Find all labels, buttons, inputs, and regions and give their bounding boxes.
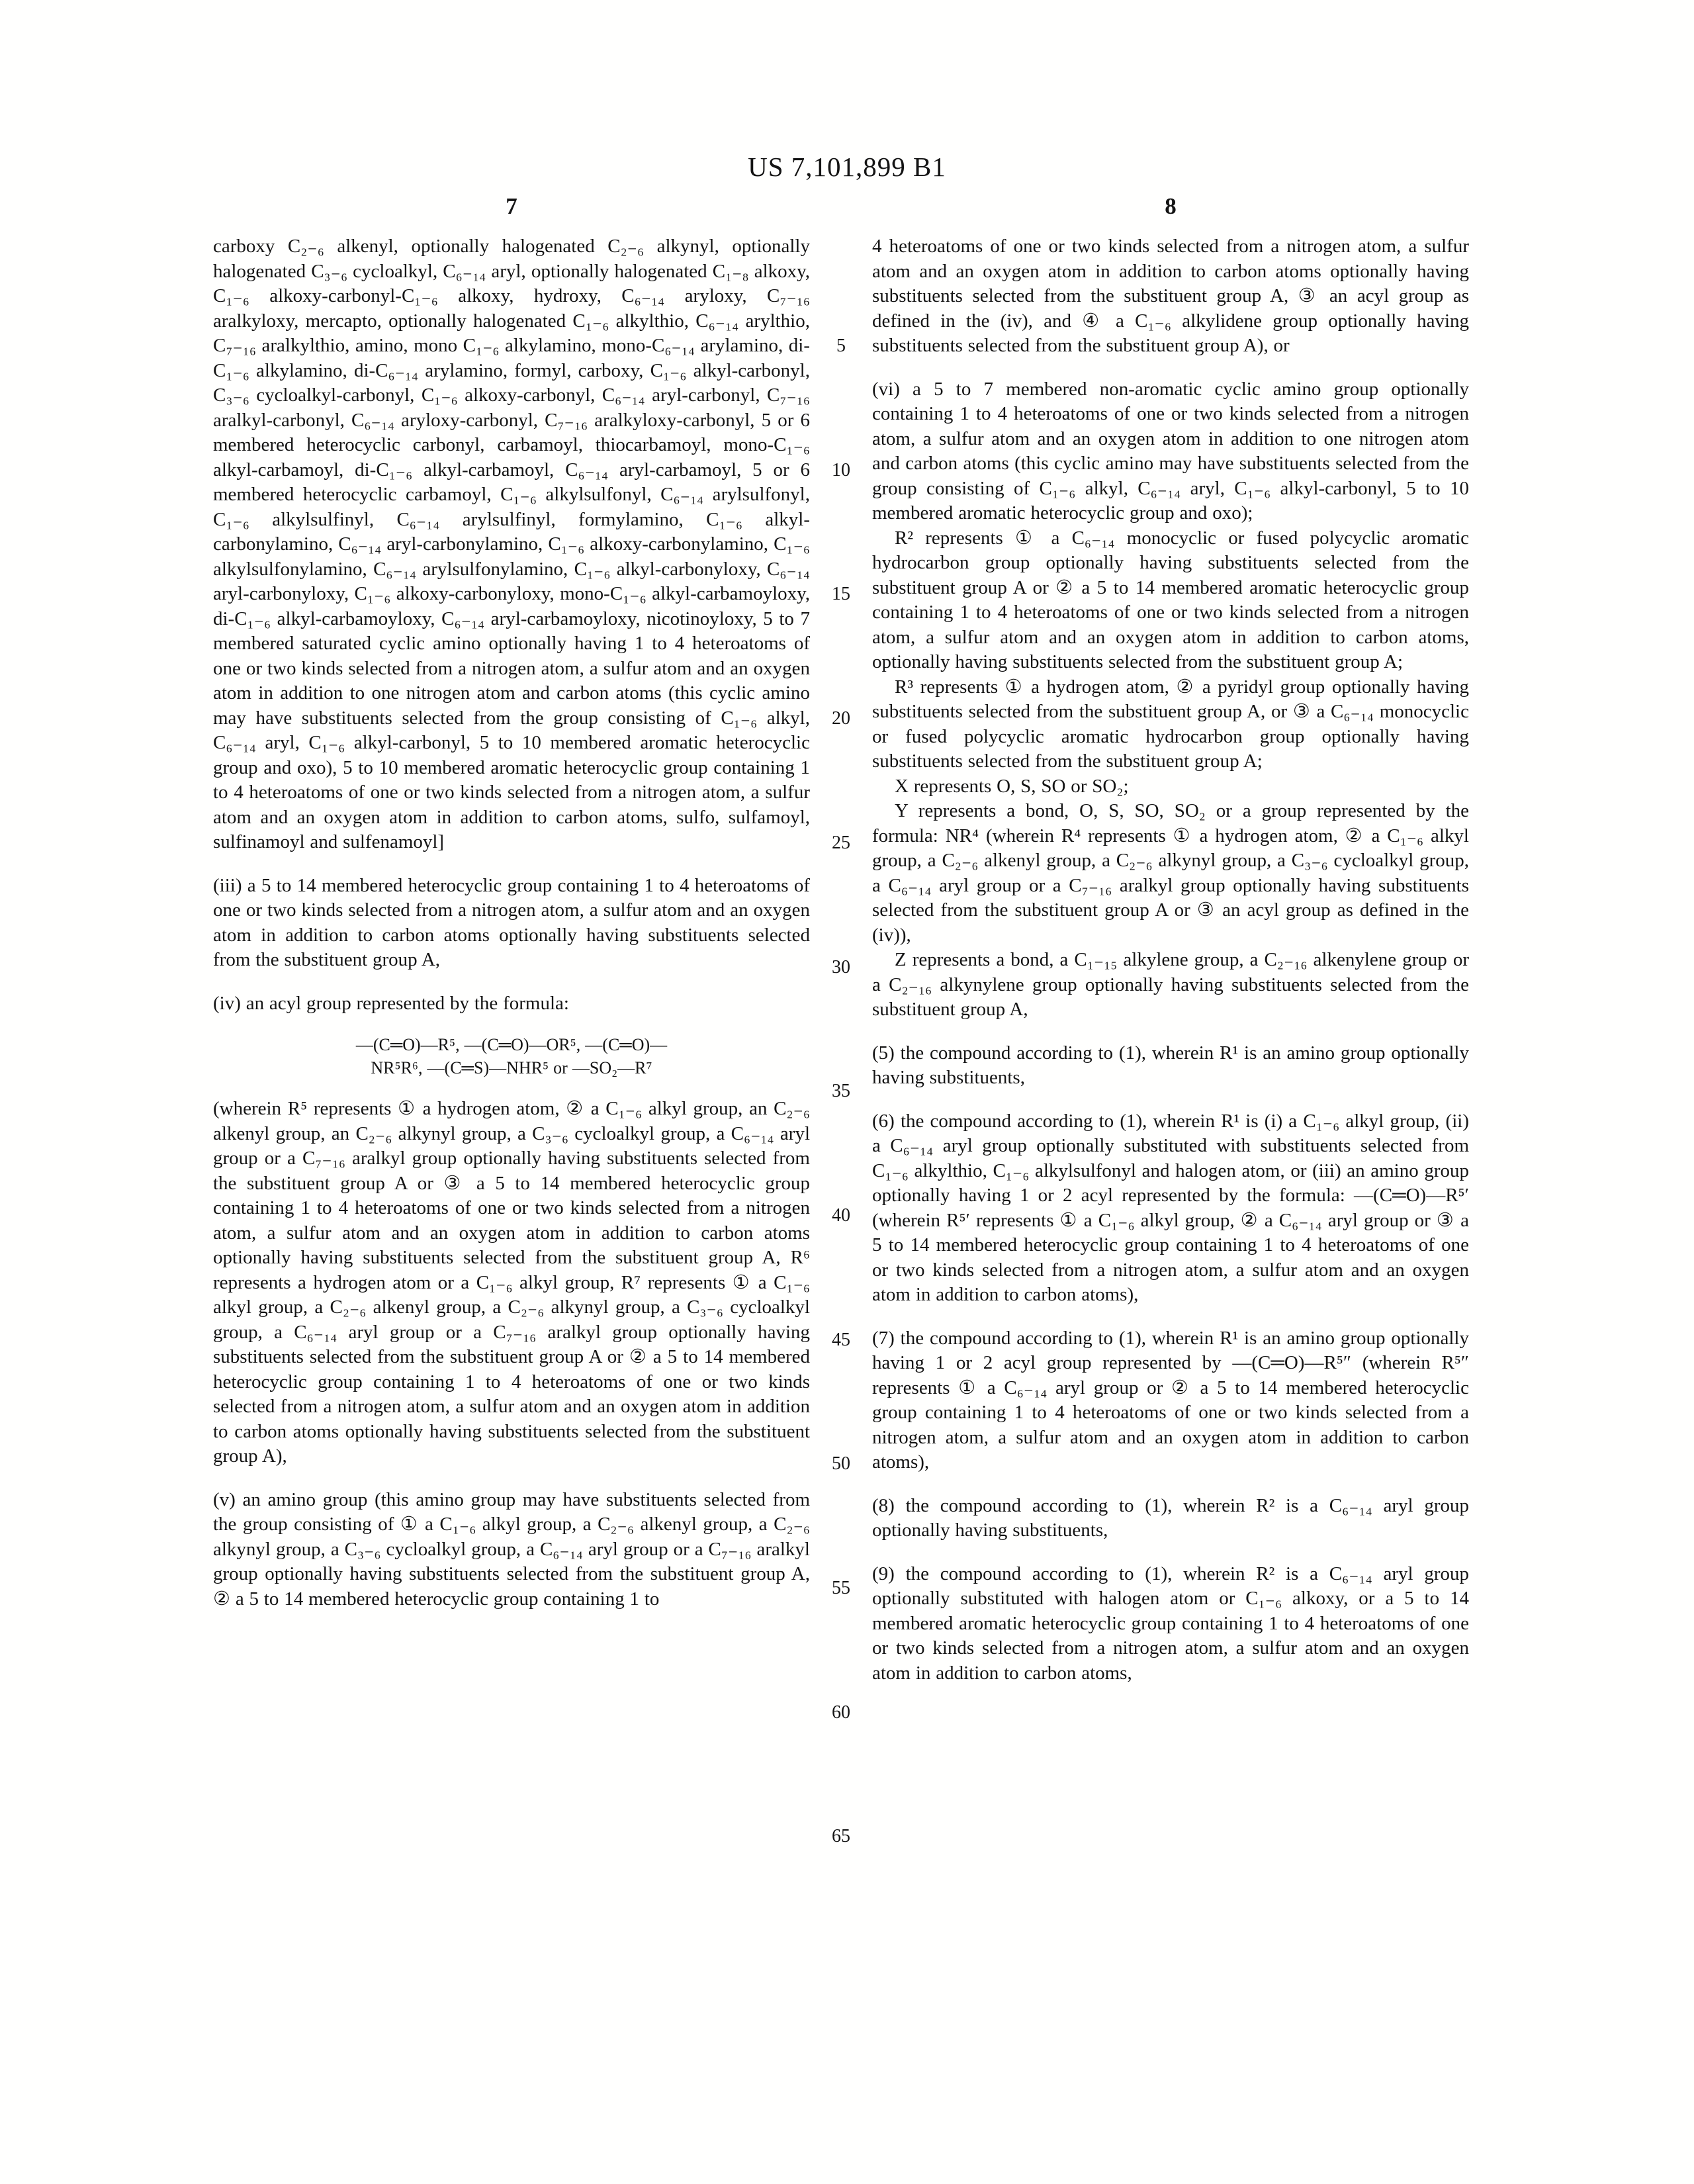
right-column <box>872 234 1469 1849</box>
line-number: 20 <box>832 708 850 729</box>
patent-paragraph: (iii) a 5 to 14 membered heterocyclic group containing 1 to 4 heteroatoms of one or two kinds selected from a nitrogen atom, a sulfur atom and an oxygen atom in addition to carbon atoms optionally having substituents selected from the substituent group A, <box>213 874 810 970</box>
patent-paragraph: (6) the compound according to (1), wherein R¹ is (i) a C₁₋₆ alkyl group, (ii) a C₆₋₁₄ aryl group optionally substituted with substituents selected from C₁₋₆ alkylthio, C₁₋₆ alkylsulfonyl and halogen atom, or (iii) an amino group optionally having 1 or 2 acyl represented by the formula: —(C═O)—R⁵′ (wherein R⁵′ represents ① a C₁₋₆ alkyl group, ② a C₆₋₁₄ aryl group or ③ a 5 to 14 membered heterocyclic group containing 1 to 4 heteroatoms of one or two kinds selected from a nitrogen atom, a sulfur atom and an oxygen atom in addition to carbon atoms), <box>872 1110 1469 1305</box>
line-number: 50 <box>832 1453 850 1475</box>
patent-paragraph: R² represents ① a C₆₋₁₄ monocyclic or fused polycyclic aromatic hydrocarbon group optionally having substituents selected from the substituent group A or ② a 5 to 14 membered aromatic heterocyclic group containing 1 to 4 heteroatoms of one or two kinds selected from a nitrogen atom, a sulfur atom and an oxygen atom in addition to carbon atoms, optionally having substituents selected from the substituent group A; <box>872 527 1469 672</box>
left-column-number: 7 <box>506 193 517 219</box>
patent-paragraph: Z represents a bond, a C₁₋₁₅ alkylene group, a C₂₋₁₆ alkenylene group or a C₂₋₁₆ alkynylene group optionally having substituents selected from the substituent group A, <box>872 949 1469 1020</box>
line-number: 65 <box>832 1826 850 1847</box>
patent-paragraph: X represents O, S, SO or SO₂; <box>895 775 1129 797</box>
patent-paragraph: (5) the compound according to (1), wherein R¹ is an amino group optionally having substituents, <box>872 1042 1469 1088</box>
patent-number: US 7,101,899 B1 <box>748 152 946 182</box>
page-body <box>213 234 1469 1849</box>
line-number: 45 <box>832 1329 850 1350</box>
patent-paragraph: (v) an amino group (this amino group may have substituents selected from the group consisting of ① a C₁₋₆ alkyl group, a C₂₋₆ alkenyl group, a C₂₋₆ alkynyl group, a C₃₋₆ cycloalkyl group, a C₆₋₁₄ aryl group or a C₇₋₁₆ aralkyl group optionally having substituents selected from the substituent group A, ② a 5 to 14 membered heterocyclic group containing 1 to <box>213 1488 810 1610</box>
line-number: 25 <box>832 832 850 853</box>
patent-paragraph: carboxy C₂₋₆ alkenyl, optionally halogenated C₂₋₆ alkynyl, optionally halogenated C₃₋₆ cycloalkyl, C₆₋₁₄ aryl, optionally halogenated C₁₋₈ alkoxy, C₁₋₆ alkoxy-carbonyl-C₁₋₆ alkoxy, hydroxy, C₆₋₁₄ aryloxy, C₇₋₁₆ aralkyloxy, mercapto, optionally halogenated C₁₋₆ alkylthio, C₆₋₁₄ arylthio, C₇₋₁₆ aralkylthio, amino, mono C₁₋₆ alkylamino, mono-C₆₋₁₄ arylamino, di-C₁₋₆ alkylamino, di-C₆₋₁₄ arylamino, formyl, carboxy, C₁₋₆ alkyl-carbonyl, C₃₋₆ cycloalkyl-carbonyl, C₁₋₆ alkoxy-carbonyl, C₆₋₁₄ aryl-carbonyl, C₇₋₁₆ aralkyl-carbonyl, C₆₋₁₄ aryloxy-carbonyl, C₇₋₁₆ aralkyloxy-carbonyl, 5 or 6 membered heterocyclic carbonyl, carbamoyl, thiocarbamoyl, mono-C₁₋₆ alkyl-carbamoyl, di-C₁₋₆ alkyl-carbamoyl, C₆₋₁₄ aryl-carbamoyl, 5 or 6 membered heterocyclic carbamoyl, C₁₋₆ alkylsulfonyl, C₆₋₁₄ arylsulfonyl, C₁₋₆ alkylsulfinyl, C₆₋₁₄ arylsulfinyl, formylamino, C₁₋₆ alkyl-carbonylamino, C₆₋₁₄ aryl-carbonylamino, C₁₋₆ alkoxy-carbonylamino, C₁₋₆ alkylsulfonylamino, C₆₋₁₄ arylsulfonylamino, C₁₋₆ alkyl-carbonyloxy, C₆₋₁₄ aryl-carbonyloxy, C₁₋₆ alkoxy-carbonyloxy, mono-C₁₋₆ alkyl-carbamoyloxy, di-C₁₋₆ alkyl-carbamoyloxy, C₆₋₁₄ aryl-carbamoyloxy, nicotinoyloxy, 5 to 7 membered saturated cyclic amino optionally having 1 to 4 heteroatoms of one or two kinds selected from a nitrogen atom, a sulfur atom and an oxygen atom in addition to one nitrogen atom and carbon atoms (this cyclic amino may have substituents selected from the group consisting of C₁₋₆ alkyl, C₆₋₁₄ aryl, C₁₋₆ alkyl-carbonyl, 5 to 10 membered aromatic heterocyclic group and oxo), 5 to 10 membered aromatic heterocyclic group containing 1 to 4 heteroatoms of one or two kinds selected from a nitrogen atom, a sulfur atom and an oxygen atom in addition to carbon atoms, sulfo, sulfamoyl, sulfinamoyl and sulfenamoyl] <box>213 236 810 852</box>
line-number: 40 <box>832 1205 850 1226</box>
line-number: 60 <box>832 1702 850 1723</box>
patent-paragraph: (wherein R⁵ represents ① a hydrogen atom, ② a C₁₋₆ alkyl group, an C₂₋₆ alkenyl group, an C₂₋₆ alkynyl group, a C₃₋₆ cycloalkyl group, a C₆₋₁₄ aryl group or a C₇₋₁₆ aralkyl group optionally having substituents selected from the substituent group A or ③ a 5 to 14 membered heterocyclic group containing 1 to 4 heteroatoms of one or two kinds selected from a nitrogen atom, a sulfur atom and an oxygen atom in addition to carbon atoms optionally having substituents selected from the substituent group A, R⁶ represents a hydrogen atom or a C₁₋₆ alkyl group, R⁷ represents ① a C₁₋₆ alkyl group, a C₂₋₆ alkenyl group, a C₂₋₆ alkynyl group, a C₃₋₆ cycloalkyl group, a C₆₋₁₄ aryl group or a C₇₋₁₆ aralkyl group optionally having substituents selected from the substituent group A or ② a 5 to 14 membered heterocyclic group containing 1 to 4 heteroatoms of one or two kinds selected from a nitrogen atom, a sulfur atom and an oxygen atom in addition to carbon atoms optionally having substituents selected from the substituent group A), <box>213 1098 810 1467</box>
line-number: 55 <box>832 1578 850 1599</box>
left-column <box>213 234 810 1849</box>
line-number-gutter <box>810 234 872 1849</box>
patent-paragraph: (7) the compound according to (1), wherein R¹ is an amino group optionally having 1 or 2 acyl group represented by —(C═O)—R⁵″ (wherein R⁵″ represents ① a C₆₋₁₄ aryl group or ② a 5 to 14 membered heterocyclic group containing 1 to 4 heteroatoms of one or two kinds selected from a nitrogen atom, a sulfur atom and an oxygen atom in addition to carbon atoms), <box>872 1327 1469 1473</box>
patent-paragraph: (9) the compound according to (1), wherein R² is a C₆₋₁₄ aryl group optionally substituted with halogen atom or C₁₋₆ alkoxy, or a 5 to 14 membered aromatic heterocyclic group containing 1 to 4 heteroatoms of one or two kinds selected from a nitrogen atom, a sulfur atom and an oxygen atom in addition to carbon atoms, <box>872 1563 1469 1684</box>
patent-paragraph: 4 heteroatoms of one or two kinds selected from a nitrogen atom, a sulfur atom and an oxygen atom in addition to carbon atoms optionally having substituents selected from the substituent group A, ③ an acyl group as defined in the (iv), and ④ a C₁₋₆ alkylidene group optionally having substituents selected from the substituent group A), or <box>872 236 1469 356</box>
patent-paragraph: Y represents a bond, O, S, SO, SO₂ or a group represented by the formula: NR⁴ (wherein R⁴ represents ① a hydrogen atom, ② a C₁₋₆ alkyl group, a C₂₋₆ alkenyl group, a C₂₋₆ alkynyl group, a C₃₋₆ cycloalkyl group, a C₆₋₁₄ aryl group or a C₇₋₁₆ aralkyl group optionally having substituents selected from the substituent group A or ③ an acyl group as defined in the (iv)), <box>872 800 1469 946</box>
line-number-list <box>810 334 872 1849</box>
right-column-number: 8 <box>1165 193 1177 219</box>
patent-paragraph: R³ represents ① a hydrogen atom, ② a pyridyl group optionally having substituents selected from the substituent group A, or ③ a C₆₋₁₄ monocyclic or fused polycyclic aromatic hydrocarbon group optionally having substituents selected from the substituent group A; <box>872 676 1469 772</box>
patent-paragraph: (iv) an acyl group represented by the formula: <box>213 992 569 1014</box>
line-number: 10 <box>832 459 850 480</box>
line-number: 5 <box>836 336 846 356</box>
line-number: 15 <box>832 584 850 605</box>
line-number: 35 <box>832 1081 850 1102</box>
patent-paragraph: —(C═O)—R⁵, —(C═O)—OR⁵, —(C═O)— NR⁵R⁶, —(C═S)—NHR⁵ or —SO₂—R⁷ <box>355 1035 668 1077</box>
patent-paragraph: (8) the compound according to (1), wherein R² is a C₆₋₁₄ aryl group optionally having substituents, <box>872 1494 1469 1541</box>
patent-paragraph: (vi) a 5 to 7 membered non-aromatic cyclic amino group optionally containing 1 to 4 heteroatoms of one or two kinds selected from a nitrogen atom, a sulfur atom and an oxygen atom in addition to one nitrogen atom and carbon atoms (this cyclic amino may have substituents selected from the group consisting of C₁₋₆ alkyl, C₆₋₁₄ aryl, C₁₋₆ alkyl-carbonyl, 5 to 10 membered aromatic heterocyclic group and oxo); <box>872 378 1469 523</box>
line-number: 30 <box>832 956 850 978</box>
